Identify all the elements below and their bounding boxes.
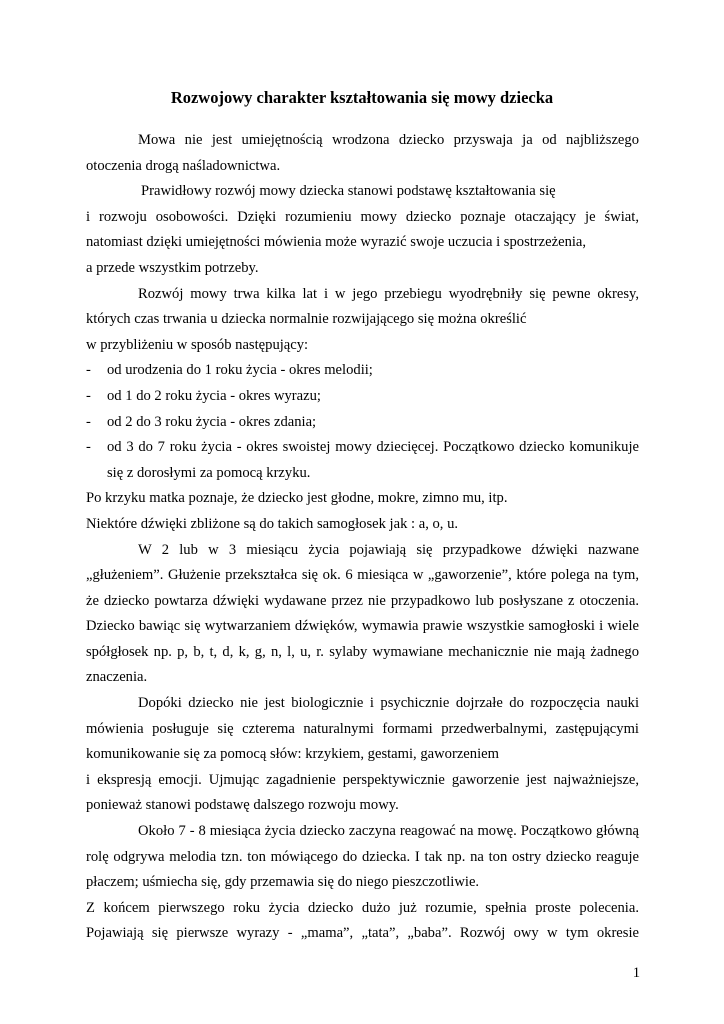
- text-line: których czas trwania u dziecka normalnie rozwijającego się można określić: [86, 311, 527, 328]
- list-dash: -: [86, 387, 91, 404]
- list-dash: -: [86, 413, 91, 430]
- page-number: 1: [632, 965, 640, 981]
- text-line: a przede wszystkim potrzeby.: [86, 259, 259, 276]
- text-line: rolę odgrywa melodia tzn. ton mówiącego do dziecka. I tak np. na ton ostry dziecko reaguje: [86, 848, 639, 865]
- text-line: spółgłosek np. p, b, t, d, k, g, n, l, u, r. sylaby wymawiane mechanicznie nie mają żadnego: [86, 643, 639, 660]
- text-line: Mowa nie jest umiejętnością wrodzona dziecko przyswaja ja od najbliższego: [138, 132, 639, 148]
- list-item-text: się z dorosłymi za pomocą krzyku.: [107, 464, 311, 481]
- list-item-text: od 3 do 7 roku życia - okres swoistej mowy dziecięcej. Początkowo dziecko komunikuje: [107, 439, 639, 456]
- text-line: w przybliżeniu w sposób następujący:: [86, 336, 309, 353]
- text-line: mówienia posługuje się czterema naturalnymi formami przedwerbalnymi, zastępującymi: [86, 720, 639, 737]
- text-line: Z końcem pierwszego roku życia dziecko dużo już rozumie, spełnia proste polecenia.: [86, 899, 639, 916]
- text-line: Dziecko bawiąc się wytwarzaniem dźwięków, wymawia prawie wszystkie samogłoski i wiele: [86, 618, 639, 635]
- list-item: [86, 410, 639, 436]
- list-item: [86, 435, 639, 486]
- text-line: W 2 lub w 3 miesiącu życia pojawiają się przypadkowe dźwięki nazwane: [138, 541, 639, 558]
- text-line: otoczenia drogą naśladownictwa.: [86, 157, 281, 174]
- text-line: Pojawiają się pierwsze wyrazy - „mama”, „tata”, „baba”. Rozwój owy w tym okresie: [86, 925, 639, 942]
- list-item: [86, 384, 639, 410]
- document-body: [86, 128, 639, 947]
- text-line: i ekspresją emocji. Ujmując zagadnienie perspektywicznie gaworzenie jest najważniejsze,: [86, 771, 639, 788]
- text-line: „głużeniem”. Głużenie przekształca się ok. 6 miesiąca w „gaworzenie”, które polega na tym,: [86, 567, 639, 584]
- text-line: komunikowanie się za pomocą słów: krzykiem, gestami, gaworzeniem: [86, 746, 499, 763]
- text-line: i rozwoju osobowości. Dzięki rozumieniu mowy dziecko poznaje otaczający je świat,: [86, 208, 639, 225]
- list-item-text: od urodzenia do 1 roku życia - okres melodii;: [107, 362, 373, 379]
- text-line: Po krzyku matka poznaje, że dziecko jest głodne, mokre, zimno mu, itp.: [86, 490, 508, 507]
- text-line: Dopóki dziecko nie jest biologicznie i psychicznie dojrzałe do rozpoczęcia nauki: [138, 695, 639, 712]
- list-dash: -: [86, 362, 91, 379]
- text-line: natomiast dzięki umiejętności mówienia może wyrazić swoje uczucia i spostrzeżenia,: [86, 234, 587, 251]
- list-item-text: od 1 do 2 roku życia - okres wyrazu;: [107, 387, 321, 404]
- list-dash: -: [86, 439, 91, 456]
- text-line: płaczem; uśmiecha się, gdy przemawia się do niego pieszczotliwie.: [86, 874, 480, 891]
- list-item: [86, 358, 639, 384]
- list-item-text: od 2 do 3 roku życia - okres zdania;: [107, 413, 317, 430]
- text-line: znaczenia.: [86, 669, 148, 686]
- text-line: Rozwój mowy trwa kilka lat i w jego przebiegu wyodrębniły się pewne okresy,: [138, 285, 639, 302]
- text-line: ponieważ stanowi podstawę dalszego rozwoju mowy.: [86, 797, 399, 814]
- text-line: Niektóre dźwięki zbliżone są do takich samogłosek jak : a, o, u.: [86, 515, 459, 532]
- text-line: Prawidłowy rozwój mowy dziecka stanowi podstawę kształtowania się: [141, 183, 556, 200]
- document-title: Rozwojowy charakter kształtowania się mowy dziecka: [170, 88, 554, 107]
- text-line: Około 7 - 8 miesiąca życia dziecko zaczyna reagować na mowę. Początkowo główną: [138, 823, 639, 840]
- text-line: że dziecko powtarza dźwięki wydawane przez nie przypadkowo lub posłyszane z otoczenia.: [86, 592, 639, 609]
